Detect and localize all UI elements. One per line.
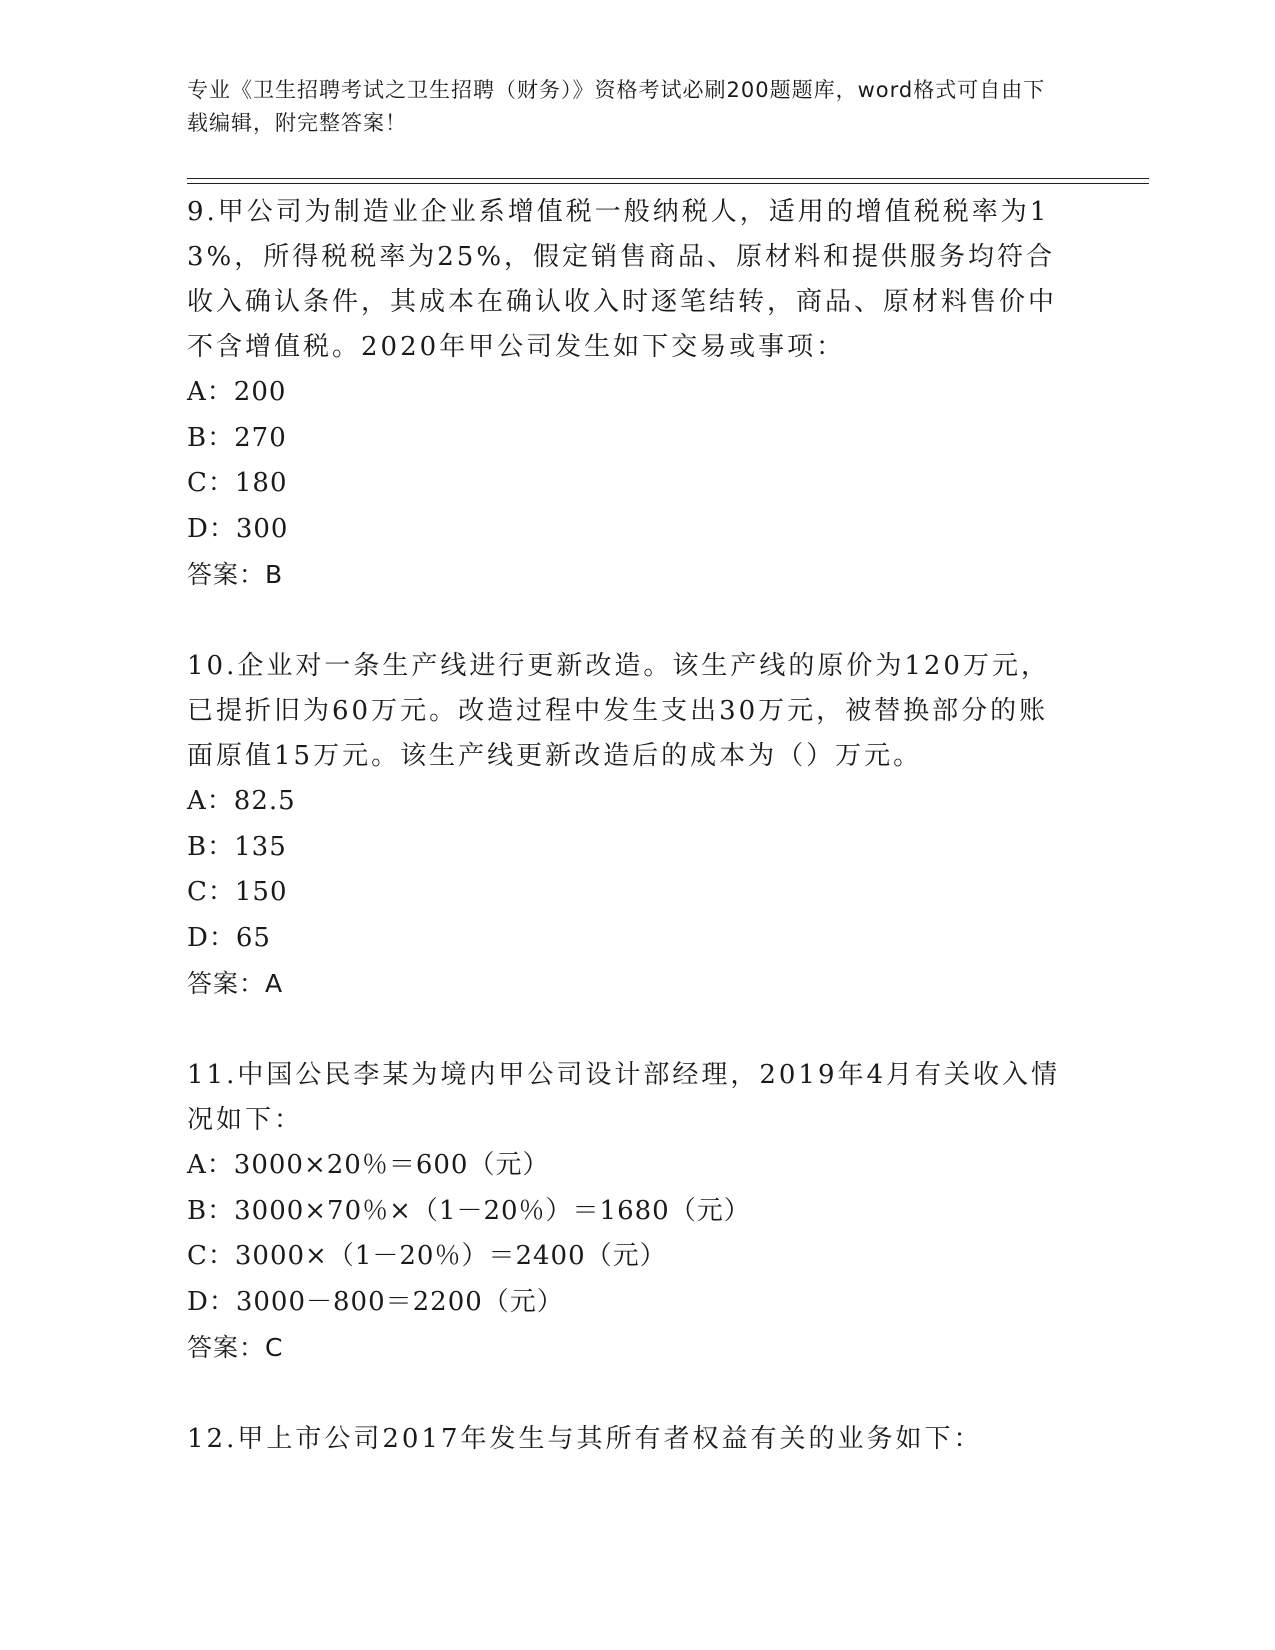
question-stem: 10.企业对一条生产线进行更新改造。该生产线的原价为120万元，已提折旧为60万元。改造过程中发生支出30万元，被替换部分的账面原值15万元。该生产线更新改造后的成本为（）万元。 — [187, 651, 1050, 771]
question-10 — [187, 644, 1077, 1007]
option-d: D：65 — [187, 922, 271, 953]
option-a: A：82.5 — [187, 786, 296, 816]
header-divider-top — [187, 178, 1149, 179]
question-11 — [187, 1053, 1077, 1371]
answer-label: 答案：A — [187, 969, 284, 998]
option-b: B：3000×70％×（1－20％）＝1680（元） — [187, 1195, 751, 1226]
option-b: B：135 — [187, 831, 287, 862]
option-d: D：3000－800＝2200（元） — [187, 1286, 564, 1317]
header-divider-bottom — [187, 183, 1149, 184]
question-stem: 9.甲公司为制造业企业系增值税一般纳税人，适用的增值税税率为13%，所得税税率为25%，假定销售商品、原材料和提供服务均符合收入确认条件，其成本在确认收入时逐笔结转，商品、原材料售价中不含增值税。2020年甲公司发生如下交易或事项： — [187, 197, 1058, 362]
option-a: A：3000×20％＝600（元） — [187, 1150, 550, 1180]
question-12 — [187, 1417, 1077, 1462]
option-c: C：180 — [187, 468, 288, 498]
question-9 — [187, 190, 1077, 598]
answer-label: 答案：C — [187, 1333, 284, 1362]
option-b: B：270 — [187, 422, 287, 453]
option-a: A：200 — [187, 377, 287, 407]
option-c: C：150 — [187, 877, 288, 907]
question-stem: 12.甲上市公司2017年发生与其所有者权益有关的业务如下： — [187, 1424, 983, 1454]
option-d: D：300 — [187, 513, 289, 544]
option-c: C：3000×（1－20％）＝2400（元） — [187, 1241, 667, 1271]
answer-label: 答案：B — [187, 560, 284, 589]
question-stem: 11.中国公民李某为境内甲公司设计部经理，2019年4月有关收入情况如下： — [187, 1060, 1061, 1135]
document-header: 专业《卫生招聘考试之卫生招聘（财务）》资格考试必刷200题题库，word格式可自由下载编辑，附完整答案！ — [187, 78, 1046, 135]
question-list — [187, 190, 1077, 1508]
